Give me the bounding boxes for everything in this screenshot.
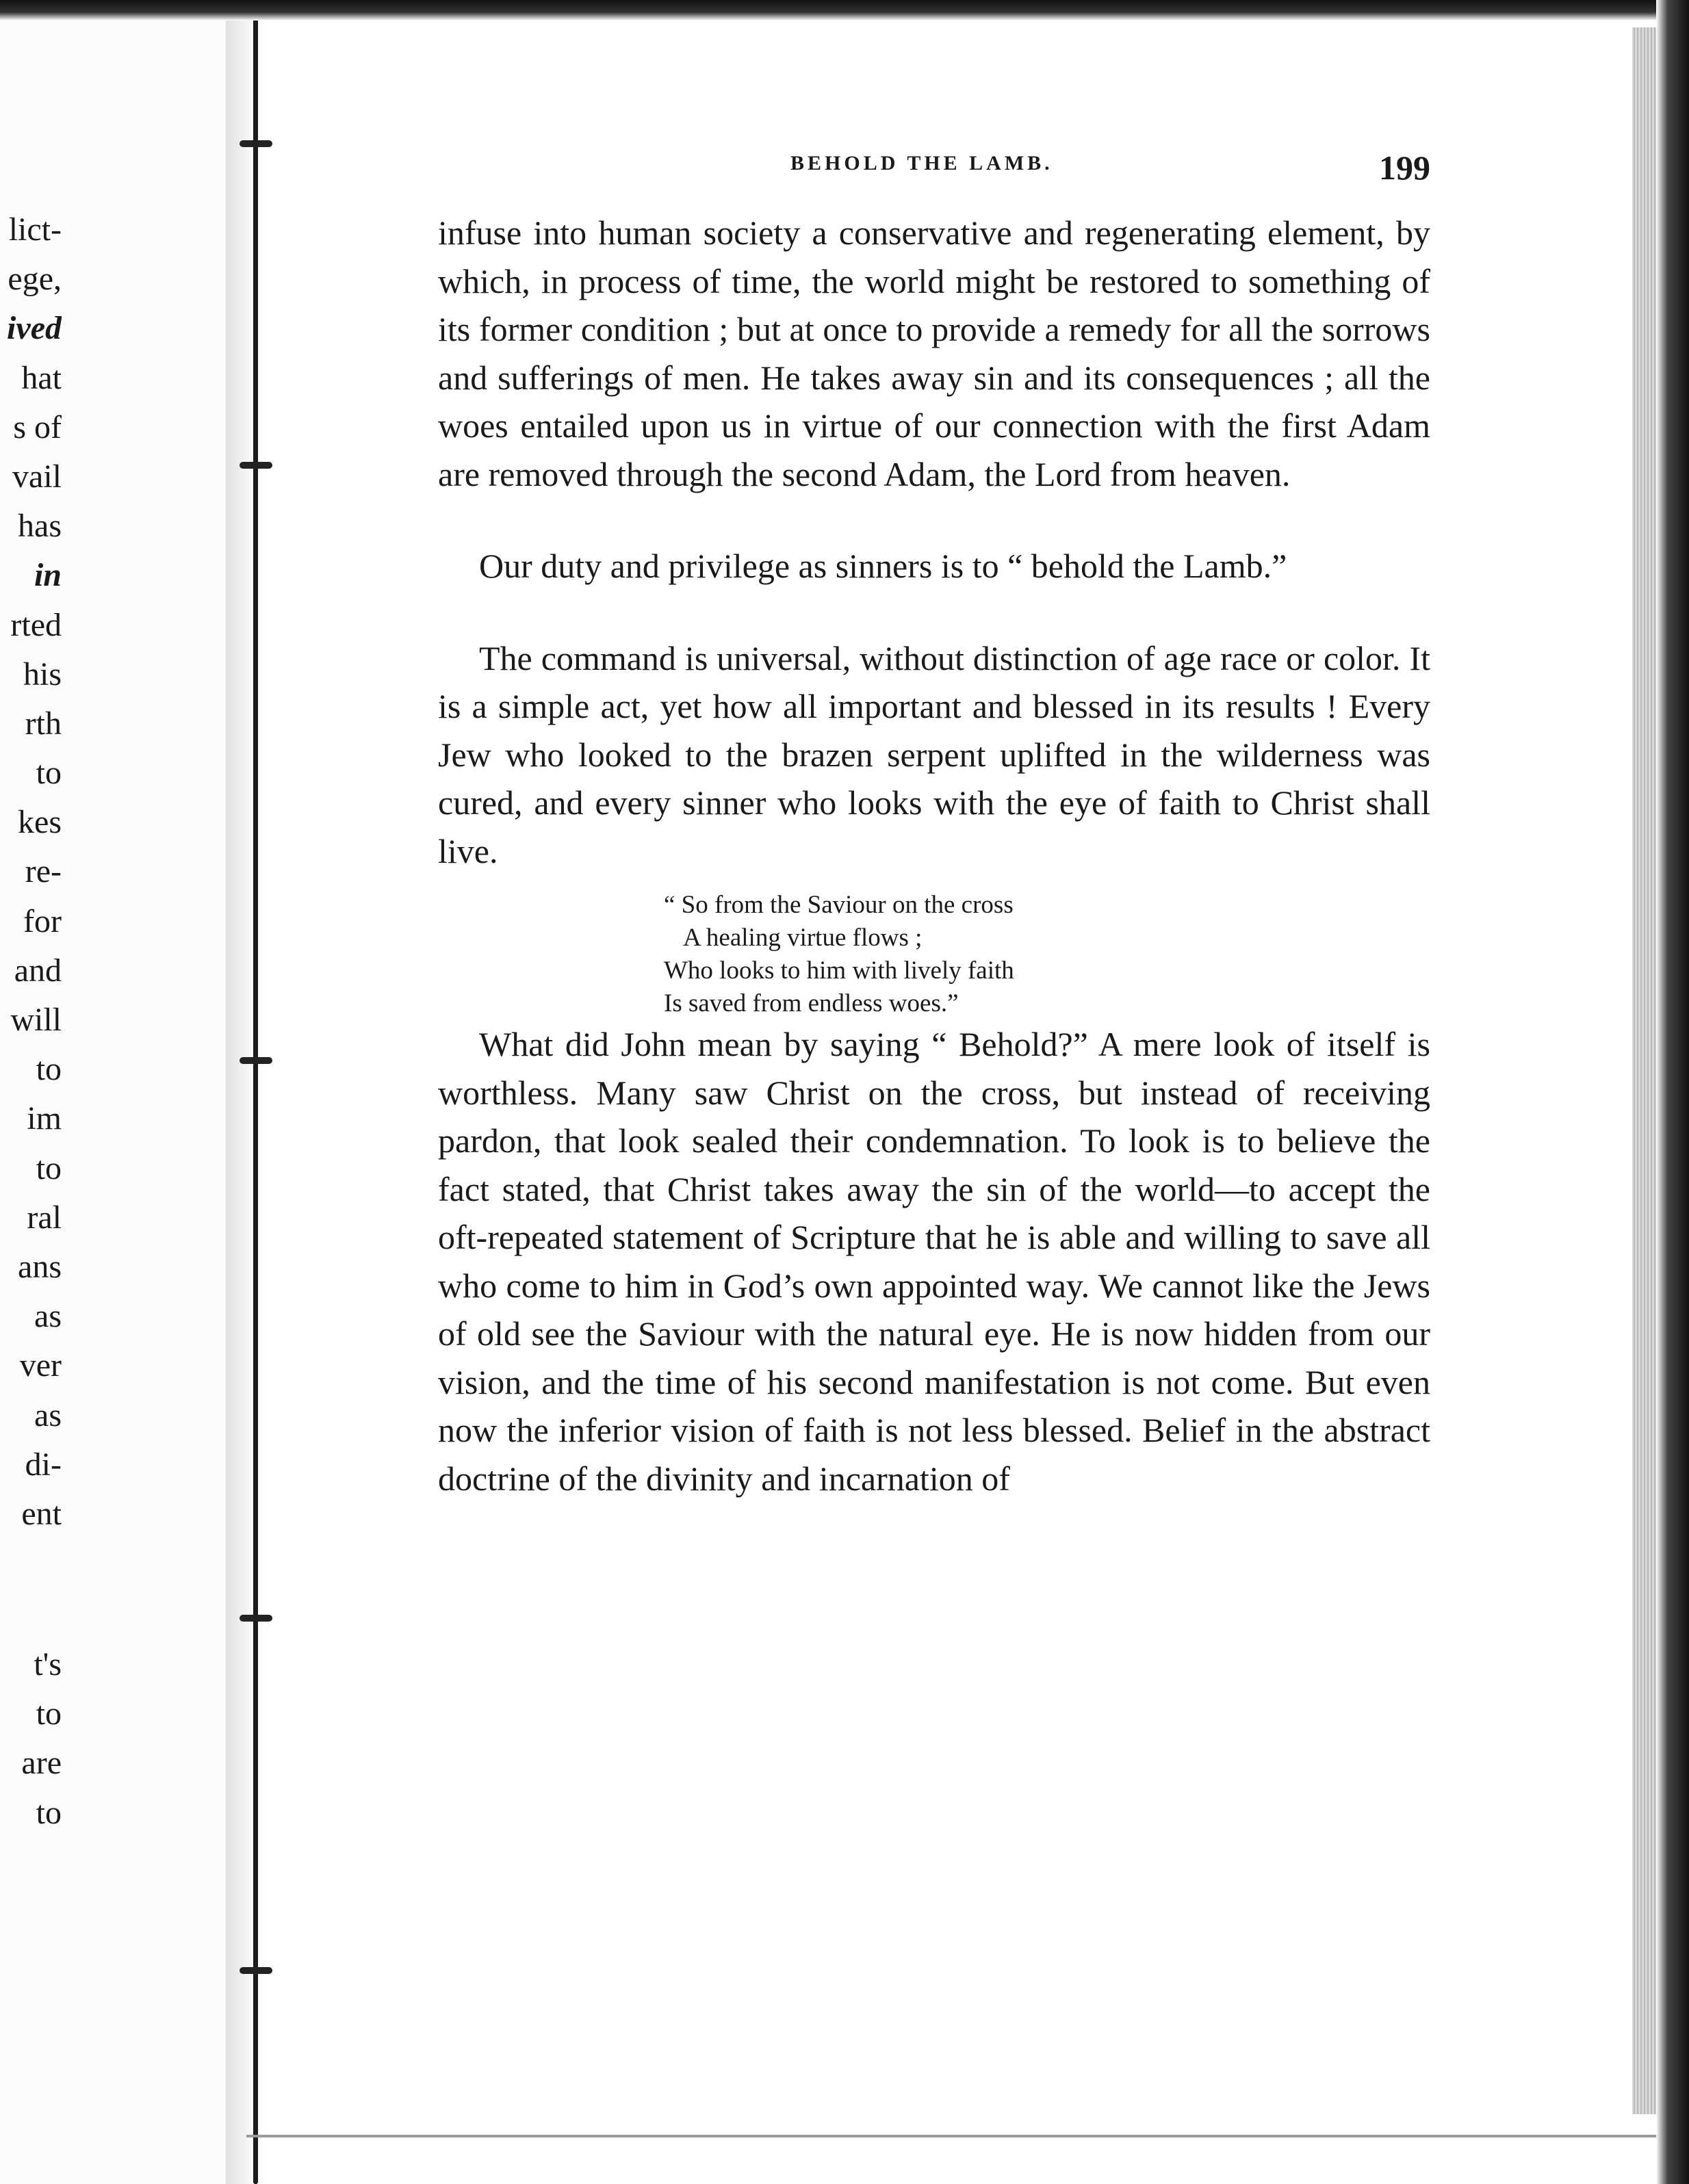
left-fragment: vail: [12, 458, 62, 495]
left-fragment: as: [34, 1396, 62, 1433]
page-bottom-edge: [246, 2135, 1656, 2137]
binding-stitch: [240, 1615, 272, 1622]
left-fragment: and: [14, 952, 62, 989]
left-fragment: to: [36, 1051, 62, 1088]
left-fragment: ived: [7, 310, 62, 347]
left-fragment: t's: [34, 1646, 62, 1683]
binding-stitch: [240, 462, 272, 469]
paragraph: infuse into human society a conservative and regenerating element, by which, in process of time, the world might be restored to something of its former condition ; but at once to provide a remedy for all the sorrows and sufferings of men. He takes away sin and its consequences ; all the woes entailed upon us in virtue of our connection with the first Adam are removed through the second Adam, the Lord from heaven.: [438, 213, 1430, 493]
verse-quotation: [664, 889, 1430, 1020]
left-fragment: his: [23, 655, 62, 692]
left-fragment: will: [10, 1002, 62, 1038]
paragraph: Our duty and privilege as sinners is to “ behold the Lamb.”: [479, 547, 1287, 585]
left-fragment: im: [27, 1100, 62, 1137]
verse-line: “ So from the Saviour on the cross: [664, 891, 1014, 919]
page-number: 199: [1379, 148, 1430, 187]
left-fragment: di-: [25, 1446, 62, 1483]
running-title: BEHOLD THE LAMB.: [790, 152, 1053, 174]
left-fragment: as: [34, 1298, 62, 1335]
left-fragment: to: [36, 755, 62, 792]
paragraph: What did John mean by saying “ Behold?” A mere look of itself is worthless. Many saw Christ on the cross, but instead of receiving pardon, that look sealed their condemnation. To look is to believe the fact stated, that Christ takes away the sin of the world—to accept the oft-repeated statement of Scripture that he is able and willing to save all who come to him in God’s own appointed way. We cannot like the Jews of old see the Saviour with the natural eye. He is now hidden from our vision, and the time of his second manifestation is not come. But even now the inferior vision of faith is not less blessed. Belief in the abstract doctrine of the divinity and incarnation of: [438, 1025, 1430, 1498]
left-fragment: for: [23, 902, 62, 939]
left-fragment: s of: [13, 408, 62, 445]
left-fragment: ent: [21, 1495, 62, 1532]
left-fragment: has: [18, 508, 62, 545]
verse-line: A healing virtue flows ;: [683, 924, 923, 952]
verse-line: Who looks to him with lively faith: [664, 957, 1014, 985]
left-fragment: in: [34, 557, 62, 594]
verse-line: Is saved from endless woes.”: [664, 989, 959, 1017]
left-fragment: ege,: [8, 261, 62, 298]
left-fragment: kes: [18, 804, 62, 841]
left-fragment: to: [36, 1695, 62, 1732]
left-fragment: rth: [25, 705, 62, 742]
page-body: [438, 209, 1430, 1503]
binding-stitch: [240, 1967, 272, 1974]
binding-thread: [253, 0, 258, 2184]
left-page-fragments: [0, 205, 62, 1838]
binding-stitch: [240, 140, 272, 147]
page-stack-edge: [1632, 27, 1658, 2114]
left-fragment: hat: [21, 359, 62, 396]
paragraph: The command is universal, without distinction of age race or color. It is a simple act, yet how all important and blessed in its results ! Every Jew who looked to the brazen serpent uplifted in the wilderness was cured, and every sinner who looks with the eye of faith to Christ shall live.: [438, 638, 1430, 870]
left-fragment: are: [21, 1745, 62, 1782]
binding-stitch: [240, 1057, 272, 1064]
scan-top-edge: [0, 0, 1689, 21]
gutter-shadow: [226, 0, 267, 2184]
left-fragment-gap: [0, 1539, 62, 1640]
left-fragment: ans: [18, 1248, 62, 1285]
left-fragment: to: [36, 1149, 62, 1186]
left-fragment: ver: [19, 1347, 62, 1384]
left-fragment: to: [36, 1794, 62, 1831]
left-fragment: rted: [10, 606, 62, 643]
left-page: [0, 0, 226, 2184]
left-fragment: ral: [27, 1199, 62, 1236]
left-fragment: re-: [25, 853, 62, 890]
left-fragment: lict-: [8, 211, 62, 248]
scan-right-edge: [1656, 0, 1689, 2184]
